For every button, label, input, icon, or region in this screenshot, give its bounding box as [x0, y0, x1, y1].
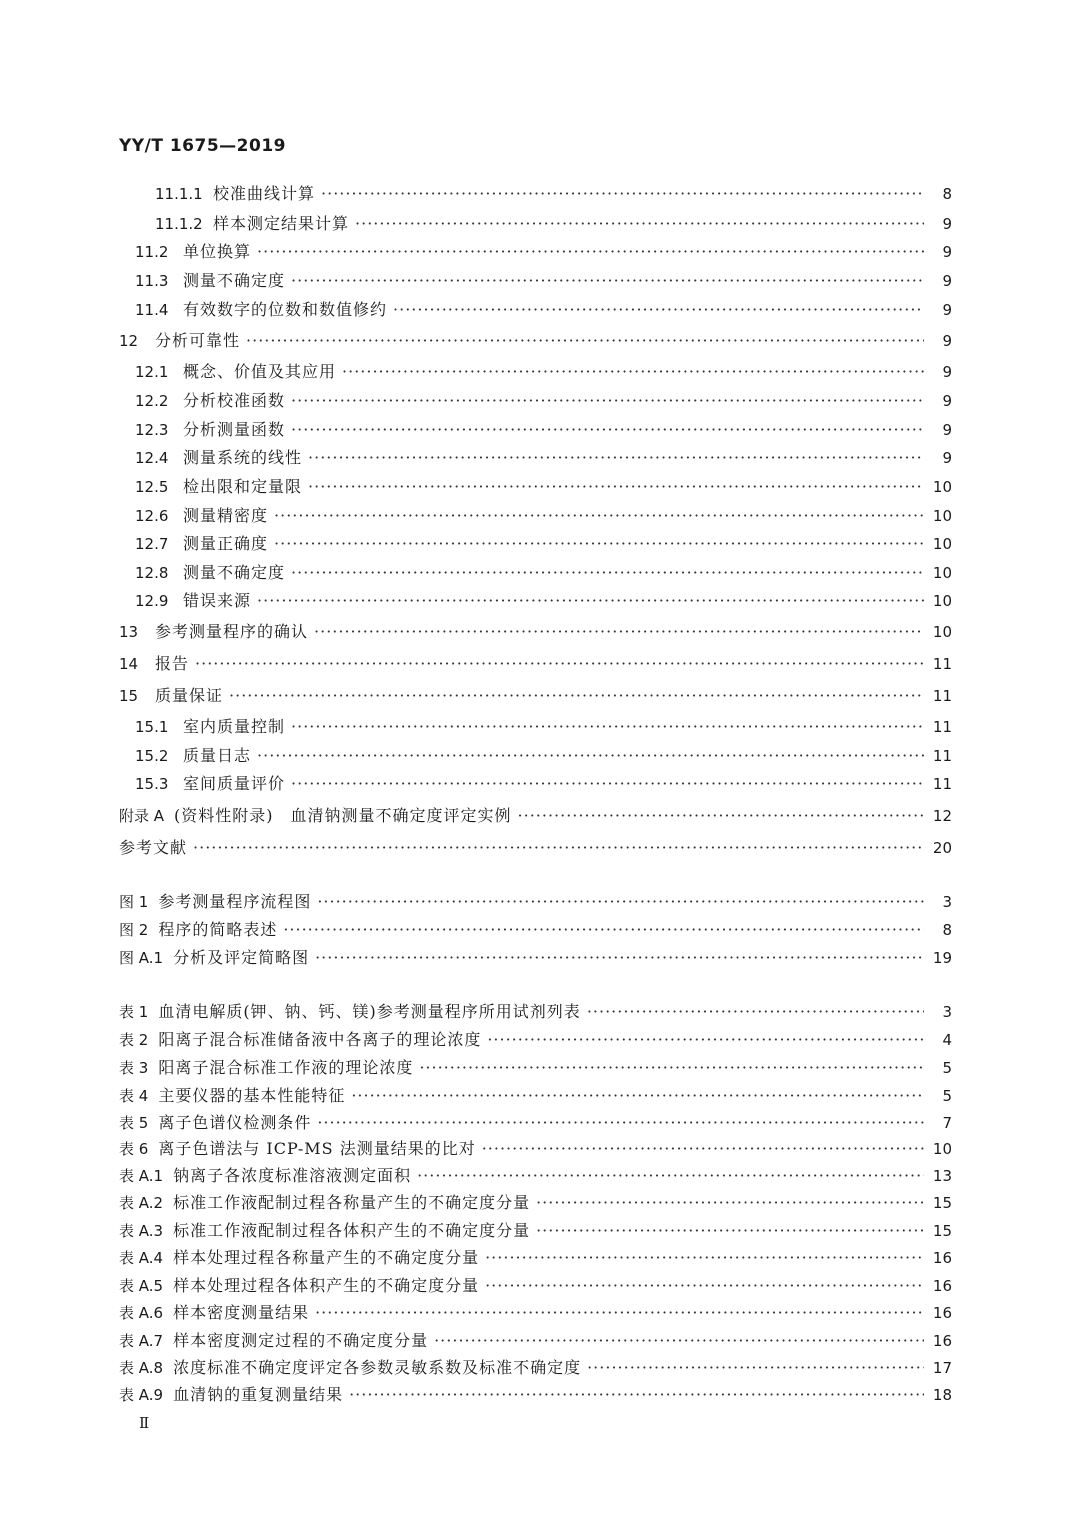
toc-entry-page: 9	[942, 215, 952, 233]
toc-entry-page: 9	[942, 363, 952, 381]
toc-entry[interactable]	[135, 590, 952, 612]
toc-entry[interactable]	[135, 419, 952, 441]
toc-entry-number: 12.1	[135, 363, 169, 381]
dot-leader	[291, 773, 924, 795]
toc-entry-number: 12.7	[135, 535, 169, 553]
toc-entry[interactable]	[119, 653, 952, 675]
dot-leader	[351, 1085, 924, 1107]
toc-entry[interactable]	[135, 533, 952, 555]
toc-entry[interactable]	[135, 476, 952, 498]
toc-entry-title: 报告	[155, 654, 190, 673]
toc-entry-title: 室内质量控制	[183, 717, 286, 736]
toc-entry-page: 5	[942, 1059, 952, 1077]
toc-entry-number: 表 A.1	[119, 1167, 164, 1185]
toc-entry-title: 质量保证	[155, 686, 224, 705]
toc-entry-number: 11.4	[135, 301, 169, 319]
toc-entry-page: 10	[932, 564, 952, 582]
toc-entry-title: 质量日志	[183, 746, 252, 765]
toc-entry[interactable]	[135, 361, 952, 383]
toc-entry-title: 分析校准函数	[183, 391, 286, 410]
toc-entry[interactable]	[119, 1192, 952, 1214]
dot-leader	[587, 1001, 924, 1023]
toc-entry-number: 图 A.1	[119, 949, 164, 967]
toc-entry-page: 10	[932, 478, 952, 496]
toc-entry[interactable]	[119, 1085, 952, 1107]
dot-leader	[315, 947, 924, 969]
dot-leader	[291, 270, 924, 292]
toc-entry-page: 19	[932, 949, 952, 967]
toc-entry-page: 9	[942, 421, 952, 439]
toc-entry[interactable]	[135, 745, 952, 767]
toc-entry-page: 3	[942, 893, 952, 911]
toc-entry-page: 10	[932, 507, 952, 525]
dot-leader	[283, 919, 924, 941]
toc-entry-title: 样本处理过程各称量产生的不确定度分量	[173, 1248, 480, 1267]
toc-entry-number: 15.1	[135, 718, 169, 736]
toc-entry-number: 12.9	[135, 592, 169, 610]
toc-entry-number: 表 A.9	[119, 1386, 164, 1404]
toc-entry-page: 13	[932, 1167, 952, 1185]
toc-entry[interactable]	[135, 447, 952, 469]
toc-entry-page: 16	[932, 1332, 952, 1350]
toc-entry-page: 12	[932, 807, 952, 825]
toc-entry-title: 血清钠的重复测量结果	[173, 1385, 344, 1404]
dot-leader	[315, 1302, 924, 1324]
toc-entry-number: 15.3	[135, 775, 169, 793]
toc-entry-number: 表 A.7	[119, 1332, 164, 1350]
dot-leader	[246, 330, 924, 352]
toc-entry-page: 18	[932, 1386, 952, 1404]
toc-entry-title: 离子色谱仪检测条件	[158, 1113, 312, 1132]
toc-entry-page: 11	[932, 655, 952, 673]
toc-entry-title: 主要仪器的基本性能特征	[158, 1086, 346, 1105]
toc-entry-page: 9	[942, 272, 952, 290]
toc-entry-page: 11	[932, 687, 952, 705]
toc-entry-title: 参考测量程序的确认	[155, 622, 309, 641]
toc-entry-page: 9	[942, 243, 952, 261]
toc-entry-title: 钠离子各浓度标准溶液测定面积	[173, 1166, 412, 1185]
dot-leader	[536, 1220, 924, 1242]
dot-leader	[434, 1330, 924, 1352]
toc-entry-page: 9	[942, 301, 952, 319]
dot-leader	[193, 837, 924, 859]
dot-leader	[317, 891, 924, 913]
toc-entry-page: 17	[932, 1359, 952, 1377]
toc-entry-title: 参考文献	[119, 838, 188, 857]
dot-leader	[487, 1029, 924, 1051]
toc-entry-title: (资料性附录) 血清钠测量不确定度评定实例	[174, 806, 512, 825]
toc-entry-title: 室间质量评价	[183, 774, 286, 793]
toc-entry[interactable]	[119, 1029, 952, 1051]
toc-entry-number: 12.6	[135, 507, 169, 525]
toc-entry-title: 测量正确度	[183, 534, 269, 553]
dot-leader	[257, 745, 924, 767]
toc-entry-number: 12.3	[135, 421, 169, 439]
dot-leader	[485, 1275, 924, 1297]
toc-entry-number: 12.8	[135, 564, 169, 582]
toc-entry-page: 10	[932, 623, 952, 641]
dot-leader	[195, 653, 924, 675]
toc-entry-title: 单位换算	[183, 242, 252, 261]
dot-leader	[342, 361, 924, 383]
toc-entry-number: 表 A.6	[119, 1304, 164, 1322]
toc-entry-number: 表 A.5	[119, 1277, 164, 1295]
dot-leader	[291, 390, 924, 412]
toc-entry[interactable]	[119, 891, 952, 913]
toc-entry-page: 15	[932, 1222, 952, 1240]
dot-leader	[417, 1165, 924, 1187]
toc-entry[interactable]	[135, 241, 952, 263]
toc-entry-page: 16	[932, 1304, 952, 1322]
dot-leader	[291, 562, 924, 584]
toc-entry[interactable]	[119, 1112, 952, 1134]
toc-entry[interactable]	[155, 213, 952, 235]
toc-entry-title: 测量系统的线性	[183, 448, 303, 467]
toc-entry[interactable]	[135, 773, 952, 795]
toc-entry-title: 样本测定结果计算	[213, 214, 350, 233]
toc-entry-title: 离子色谱法与 ICP-MS 法测量结果的比对	[158, 1139, 476, 1158]
toc-entry-number: 表 4	[119, 1087, 149, 1105]
dot-leader	[355, 213, 924, 235]
toc-entry-page: 8	[942, 921, 952, 939]
dot-leader	[274, 533, 924, 555]
toc-entry-number: 表 2	[119, 1031, 149, 1049]
toc-entry-number: 图 1	[119, 893, 149, 911]
toc-entry-number: 11.1.1	[155, 185, 203, 203]
toc-entry-page: 15	[932, 1194, 952, 1212]
toc-entry-title: 错误来源	[183, 591, 252, 610]
toc-entry-number: 表 5	[119, 1114, 149, 1132]
toc-entry-page: 9	[942, 332, 952, 350]
toc-entry-title: 分析及评定简略图	[173, 948, 310, 967]
toc-entry-page: 9	[942, 392, 952, 410]
toc-entry[interactable]	[119, 1275, 952, 1297]
toc-entry-number: 表 3	[119, 1059, 149, 1077]
toc-entry[interactable]	[119, 1247, 952, 1269]
dot-leader	[349, 1384, 924, 1406]
toc-entry-title: 分析可靠性	[155, 331, 241, 350]
toc-entry[interactable]	[119, 1138, 952, 1160]
toc-entry-title: 参考测量程序流程图	[158, 892, 312, 911]
toc-entry[interactable]	[119, 947, 952, 969]
toc-entry-title: 血清电解质(钾、钠、钙、镁)参考测量程序所用试剂列表	[158, 1002, 581, 1021]
toc-entry-page: 16	[932, 1277, 952, 1295]
toc-entry-title: 标准工作液配制过程各体积产生的不确定度分量	[173, 1221, 531, 1240]
toc-entry[interactable]	[135, 299, 952, 321]
toc-entry-number: 表 A.2	[119, 1194, 164, 1212]
toc-entry-title: 概念、价值及其应用	[183, 362, 337, 381]
toc-entry-title: 阳离子混合标准工作液的理论浓度	[158, 1058, 414, 1077]
toc-entry-title: 有效数字的位数和数值修约	[183, 300, 388, 319]
toc-entry-title: 测量不确定度	[183, 271, 286, 290]
toc-entry[interactable]	[119, 1330, 952, 1352]
toc-entry[interactable]	[119, 837, 952, 859]
toc-entry-number: 12.5	[135, 478, 169, 496]
toc-entry-number: 图 2	[119, 921, 149, 939]
toc-entry[interactable]	[119, 919, 952, 941]
toc-entry-title: 阳离子混合标准储备液中各离子的理论浓度	[158, 1030, 482, 1049]
toc-entry-number: 表 A.8	[119, 1359, 164, 1377]
toc-entry[interactable]	[119, 685, 952, 707]
toc-entry-number: 13	[119, 623, 139, 641]
dot-leader	[257, 590, 924, 612]
dot-leader	[518, 805, 924, 827]
dot-leader	[308, 447, 924, 469]
toc-entry[interactable]	[135, 390, 952, 412]
toc-entry-number: 附录 A	[119, 807, 165, 825]
toc-entry-number: 表 1	[119, 1003, 149, 1021]
dot-leader	[536, 1192, 924, 1214]
toc-entry[interactable]	[119, 1357, 952, 1379]
toc-entry-title: 样本密度测定过程的不确定度分量	[173, 1331, 429, 1350]
toc-entry-number: 11.2	[135, 243, 169, 261]
toc-entry[interactable]	[135, 270, 952, 292]
toc-entry[interactable]	[119, 1001, 952, 1023]
toc-entry-page: 20	[932, 839, 952, 857]
toc-entry-title: 校准曲线计算	[213, 184, 316, 203]
toc-entry-number: 15.2	[135, 747, 169, 765]
dot-leader	[257, 241, 924, 263]
toc-entry-title: 浓度标准不确定度评定各参数灵敏系数及标准不确定度	[173, 1358, 582, 1377]
toc-entry-page: 5	[942, 1087, 952, 1105]
dot-leader	[393, 299, 924, 321]
toc-entry-page: 9	[942, 449, 952, 467]
toc-entry-title: 标准工作液配制过程各称量产生的不确定度分量	[173, 1193, 531, 1212]
dot-leader	[308, 476, 924, 498]
dot-leader	[419, 1057, 924, 1079]
dot-leader	[587, 1357, 924, 1379]
toc-entry-number: 14	[119, 655, 139, 673]
toc-entry-title: 测量不确定度	[183, 563, 286, 582]
dot-leader	[482, 1138, 924, 1160]
dot-leader	[291, 716, 924, 738]
toc-entry-page: 4	[942, 1031, 952, 1049]
toc-entry-title: 样本密度测量结果	[173, 1303, 310, 1322]
dot-leader	[314, 621, 924, 643]
toc-entry-number: 表 A.3	[119, 1222, 164, 1240]
toc-entry-number: 12	[119, 332, 139, 350]
toc-entry-title: 检出限和定量限	[183, 477, 303, 496]
toc-entry[interactable]	[119, 1302, 952, 1324]
toc-entry-number: 11.3	[135, 272, 169, 290]
toc-entry-number: 15	[119, 687, 139, 705]
toc-entry-page: 11	[932, 747, 952, 765]
toc-entry[interactable]	[119, 1384, 952, 1406]
toc-entry-number: 12.2	[135, 392, 169, 410]
toc-entry[interactable]	[119, 330, 952, 352]
toc-entry-number: 表 A.4	[119, 1249, 164, 1267]
toc-entry[interactable]	[135, 562, 952, 584]
toc-entry[interactable]	[155, 183, 952, 205]
toc-entry-number: 12.4	[135, 449, 169, 467]
toc-entry-page: 3	[942, 1003, 952, 1021]
toc-entry[interactable]	[119, 1220, 952, 1242]
toc-entry[interactable]	[119, 1057, 952, 1079]
dot-leader	[274, 505, 924, 527]
toc-entry[interactable]	[135, 505, 952, 527]
toc-entry[interactable]	[119, 805, 952, 827]
toc-entry-page: 11	[932, 775, 952, 793]
toc-entry-page: 10	[932, 535, 952, 553]
toc-entry-page: 8	[942, 185, 952, 203]
toc-entry-title: 分析测量函数	[183, 420, 286, 439]
dot-leader	[317, 1112, 924, 1134]
toc-entry-title: 测量精密度	[183, 506, 269, 525]
dot-leader	[291, 419, 924, 441]
toc-entry-page: 10	[932, 1140, 952, 1158]
toc-entry-title: 样本处理过程各体积产生的不确定度分量	[173, 1276, 480, 1295]
standard-code: YY/T 1675—2019	[119, 136, 286, 156]
toc-entry[interactable]	[119, 621, 952, 643]
toc-entry-page: 16	[932, 1249, 952, 1267]
toc-entry-page: 7	[942, 1114, 952, 1132]
toc-entry[interactable]	[119, 1165, 952, 1187]
dot-leader	[485, 1247, 924, 1269]
toc-entry-number: 表 6	[119, 1140, 149, 1158]
dot-leader	[229, 685, 924, 707]
toc-entry[interactable]	[135, 716, 952, 738]
toc-entry-page: 11	[932, 718, 952, 736]
page-number-roman: Ⅱ	[139, 1414, 150, 1432]
dot-leader	[321, 183, 924, 205]
toc-entry-page: 10	[932, 592, 952, 610]
toc-entry-title: 程序的简略表述	[158, 920, 278, 939]
toc-entry-number: 11.1.2	[155, 215, 203, 233]
